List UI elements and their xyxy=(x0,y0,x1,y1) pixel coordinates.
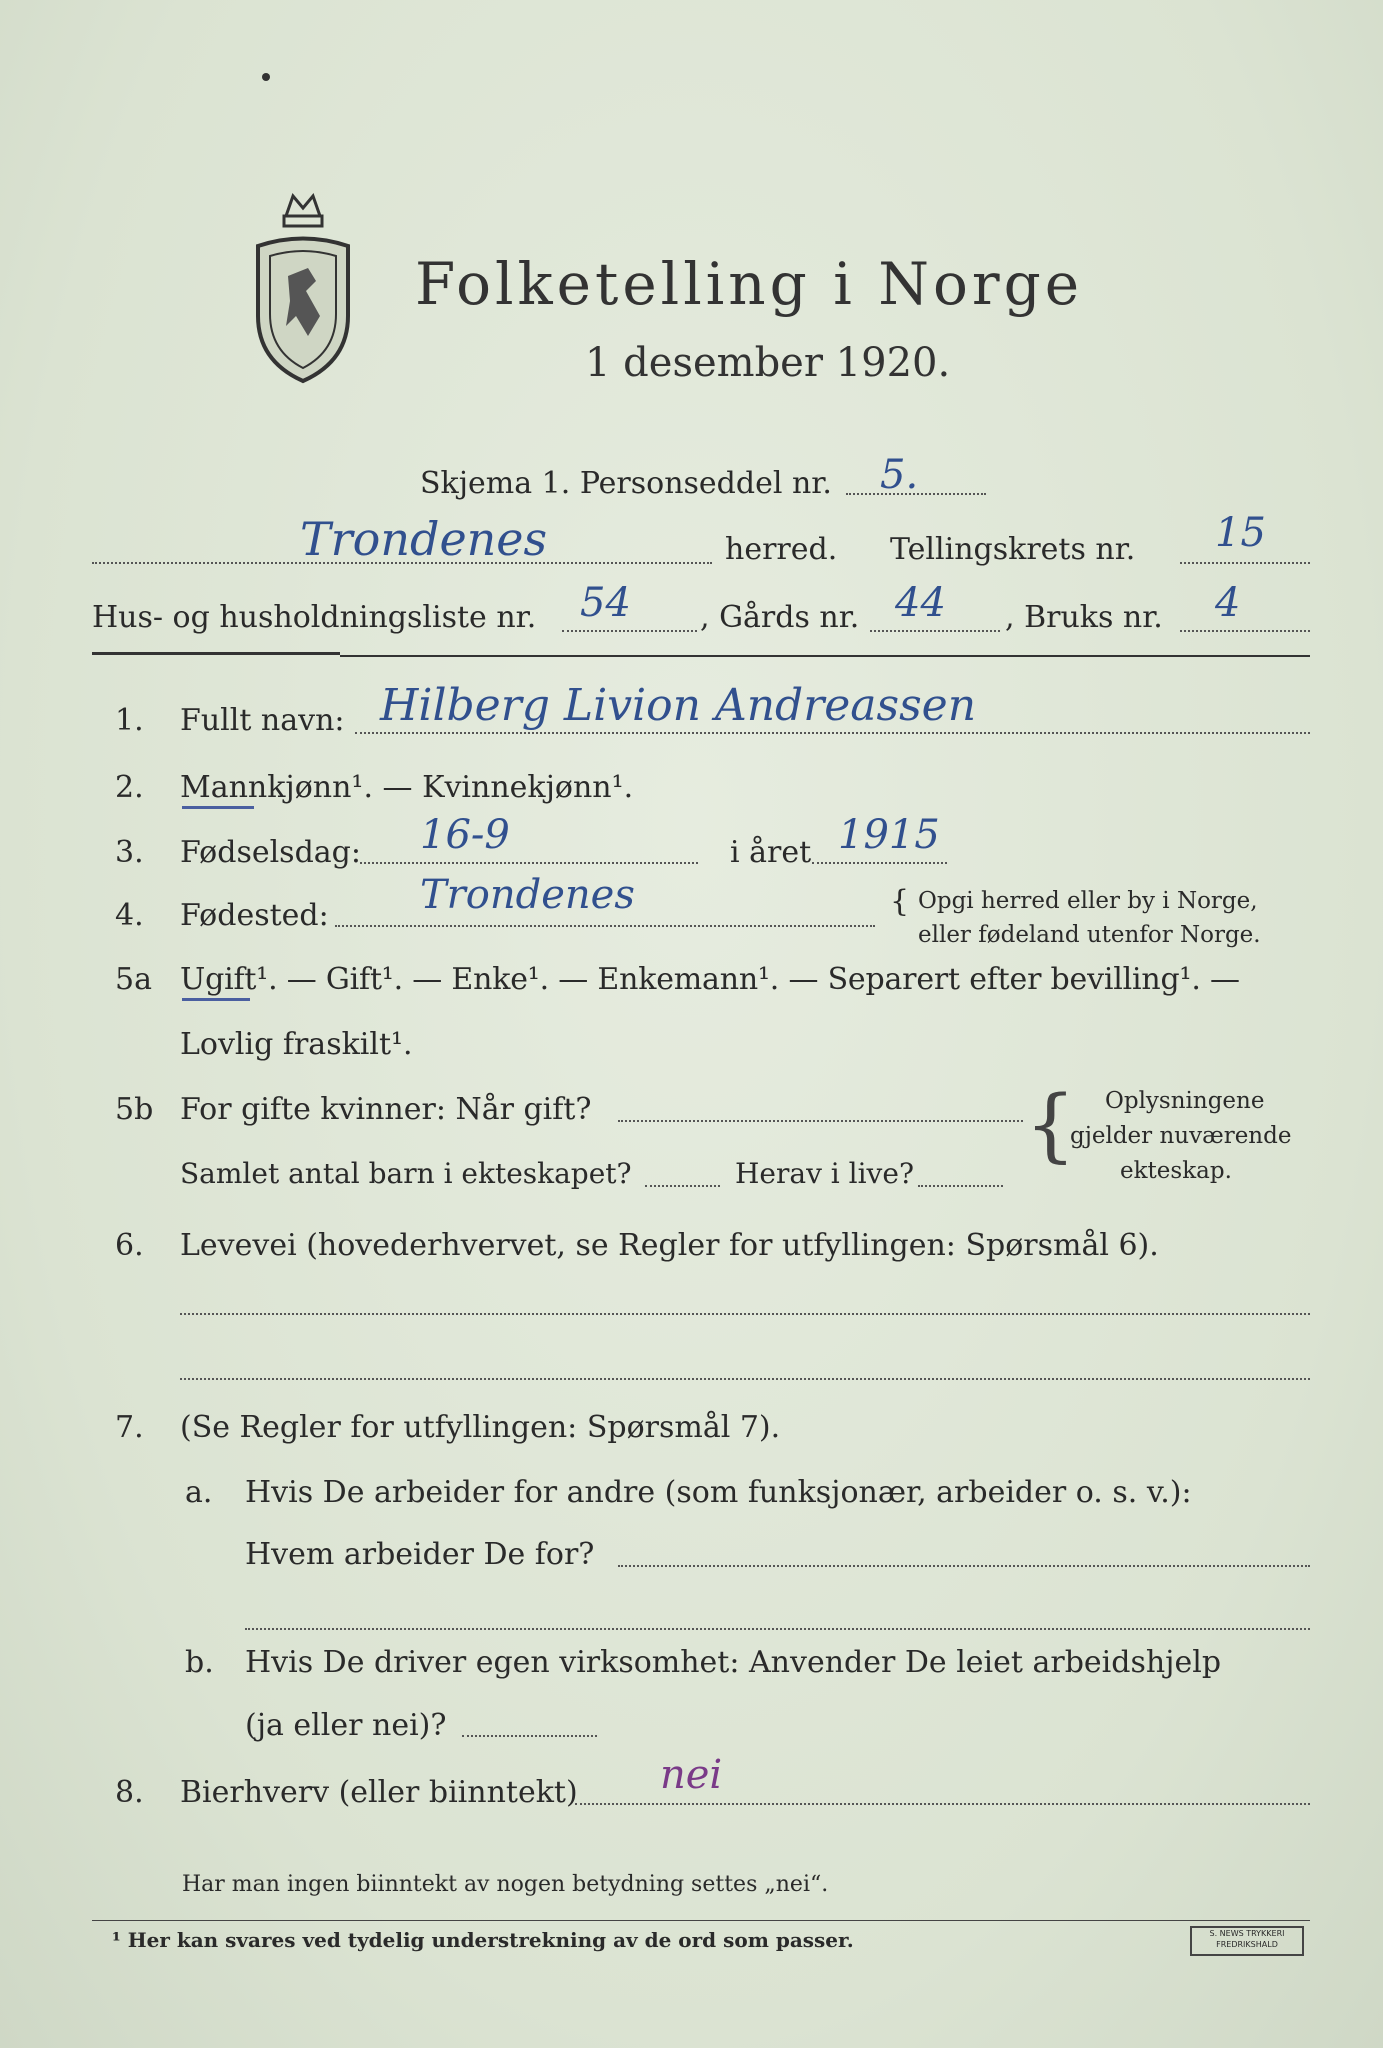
q7a-letter: a. xyxy=(185,1475,213,1510)
herred-value: Trondenes xyxy=(300,512,548,566)
q4-brace: { xyxy=(890,884,910,919)
q5a-underline-mark xyxy=(182,998,250,1001)
q8-value: nei xyxy=(660,1752,723,1798)
q1-number: 1. xyxy=(115,703,144,738)
q7a-line2: Hvem arbeider De for? xyxy=(245,1537,595,1572)
q3-year-value: 1915 xyxy=(838,812,940,858)
divider-right xyxy=(340,655,1310,657)
q3-year-label: i året xyxy=(730,835,812,870)
q6-label: Levevei (hovederhvervet, se Regler for utfyllingen: Spørsmål 6). xyxy=(180,1228,1159,1263)
q3-number: 3. xyxy=(115,835,144,870)
divider-left xyxy=(92,652,340,655)
q7a-line1: Hvis De arbeider for andre (som funksjonær, arbeider o. s. v.): xyxy=(245,1475,1192,1510)
q5b-alive-label: Herav i live? xyxy=(735,1157,914,1190)
q3-label: Fødselsdag: xyxy=(180,835,361,870)
q3-year-field-line xyxy=(812,862,947,864)
q7b-line1: Hvis De driver egen virksomhet: Anvender De leiet arbeidshjelp xyxy=(245,1645,1222,1680)
form-title: Folketelling i Norge xyxy=(415,250,1084,318)
q5b-note-line2: gjelder nuværende xyxy=(1070,1123,1292,1149)
q4-note-line1: Opgi herred eller by i Norge, xyxy=(918,888,1258,914)
household-label: Hus- og husholdningsliste nr. xyxy=(92,600,537,635)
q5b-children-label: Samlet antal barn i ekteskapet? xyxy=(180,1157,632,1190)
q5b-line1: For gifte kvinner: Når gift? xyxy=(180,1092,592,1127)
printer-stamp: S. NEWS TRYKKERI FREDRIKSHALD xyxy=(1190,1926,1304,1956)
bruks-label: , Bruks nr. xyxy=(1005,600,1163,635)
q4-field-line xyxy=(335,925,875,927)
q1-label: Fullt navn: xyxy=(180,703,345,738)
q2-underline-mark xyxy=(182,806,254,809)
q6-field-line-2 xyxy=(180,1378,1310,1380)
gards-field-line xyxy=(870,630,1000,632)
q5b-brace: { xyxy=(1025,1078,1076,1171)
q2-label: Mannkjønn¹. — Kvinnekjønn¹. xyxy=(180,770,634,805)
ink-dot xyxy=(262,73,270,81)
q3-value: 16-9 xyxy=(420,812,510,858)
q5a-line1: Ugift¹. — Gift¹. — Enke¹. — Enkemann¹. — Separert efter bevilling¹. — xyxy=(180,962,1240,997)
tellingskrets-field-line xyxy=(1180,562,1310,564)
q6-number: 6. xyxy=(115,1228,144,1263)
q8-label: Bierhverv (eller biinntekt) xyxy=(180,1775,578,1810)
q4-note-line2: eller fødeland utenfor Norge. xyxy=(918,922,1261,948)
schema-value: 5. xyxy=(880,452,919,498)
q5b-note-line1: Oplysningene xyxy=(1105,1088,1265,1114)
gards-label: , Gårds nr. xyxy=(700,600,860,635)
q4-number: 4. xyxy=(115,898,144,933)
herred-label: herred. xyxy=(725,532,838,567)
q5a-line2: Lovlig fraskilt¹. xyxy=(180,1027,413,1062)
q2-number: 2. xyxy=(115,770,144,805)
q4-label: Fødested: xyxy=(180,898,329,933)
gards-value: 44 xyxy=(895,580,946,626)
q5a-number: 5a xyxy=(115,962,152,997)
q7-label: (Se Regler for utfyllingen: Spørsmål 7). xyxy=(180,1410,781,1445)
q8-field-line xyxy=(575,1803,1310,1805)
q7b-line2: (ja eller nei)? xyxy=(245,1708,447,1743)
q5b-number: 5b xyxy=(115,1092,154,1127)
q5b-alive-field-line xyxy=(918,1185,1003,1187)
bruks-field-line xyxy=(1180,630,1310,632)
q7a-field-line-2 xyxy=(245,1628,1310,1630)
tellingskrets-label: Tellingskrets nr. xyxy=(890,532,1136,567)
household-value: 54 xyxy=(580,580,631,626)
q7b-field-line xyxy=(462,1735,597,1737)
q5b-married-field-line xyxy=(618,1120,1023,1122)
q6-field-line-1 xyxy=(180,1313,1310,1315)
q1-field-line xyxy=(355,732,1310,734)
q4-value: Trondenes xyxy=(420,872,635,918)
q3-field-line xyxy=(360,862,698,864)
q8-number: 8. xyxy=(115,1775,144,1810)
tellingskrets-value: 15 xyxy=(1215,510,1266,556)
footer-note: Har man ingen biinntekt av nogen betydning settes „nei“. xyxy=(182,1872,829,1897)
q1-value: Hilberg Livion Andreassen xyxy=(380,680,977,731)
household-field-line xyxy=(562,630,697,632)
footnote: ¹ Her kan svares ved tydelig understrekning av de ord som passer. xyxy=(112,1928,854,1952)
form-date: 1 desember 1920. xyxy=(585,340,951,386)
q5b-note-line3: ekteskap. xyxy=(1120,1158,1232,1184)
coat-of-arms-icon xyxy=(248,186,358,386)
q7b-letter: b. xyxy=(185,1645,214,1680)
bruks-value: 4 xyxy=(1215,580,1241,626)
q7a-field-line-1 xyxy=(618,1565,1310,1567)
q5b-children-field-line xyxy=(645,1185,720,1187)
footer-divider xyxy=(92,1920,1310,1921)
q7-number: 7. xyxy=(115,1410,144,1445)
schema-label: Skjema 1. Personseddel nr. xyxy=(420,466,832,501)
